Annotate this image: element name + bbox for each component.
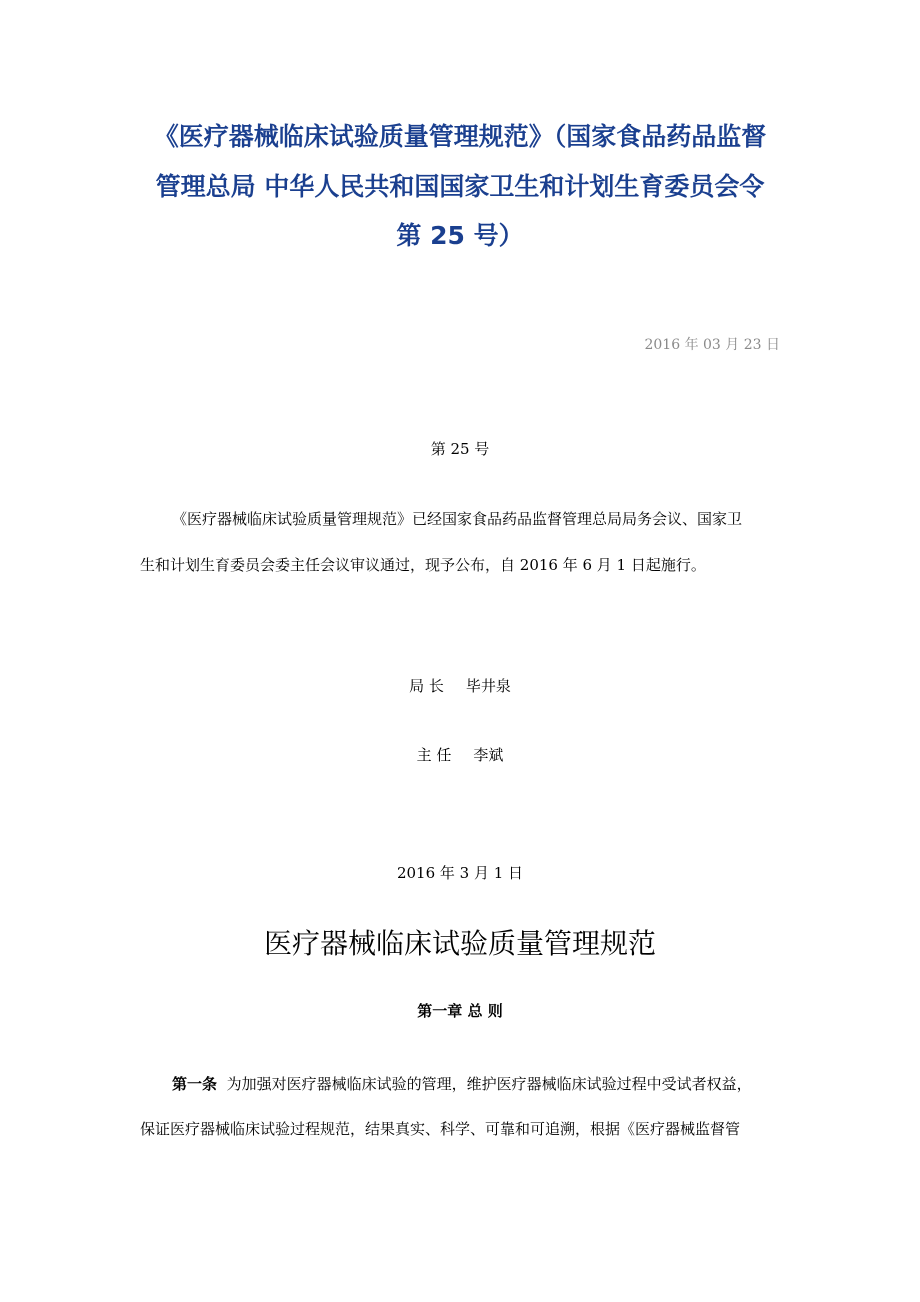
announcement-line-1: 《医疗器械临床试验质量管理规范》已经国家食品药品监督管理总局局务会议、国家卫 <box>172 510 743 528</box>
sign-date: 2016 年 3 月 1 日 <box>396 864 524 882</box>
article-label: 第一条 <box>172 1075 218 1093</box>
chapter-title: 第一章 总 则 <box>417 1002 503 1020</box>
article-1-line-1 <box>172 1073 752 1094</box>
article-1-line-2: 保证医疗器械临床试验过程规范，结果真实、科学、可靠和可追溯，根据《医疗器械监督管 <box>140 1120 741 1138</box>
signature-title: 主 任 <box>416 746 452 764</box>
article-text: 为加强对医疗器械临床试验的管理，维护医疗器械临床试验过程中受试者权益， <box>226 1075 752 1093</box>
announcement-line-2: 生和计划生育委员会委主任会议审议通过，现予公布，自 2016 年 6 月 1 日起施行。 <box>140 556 706 574</box>
order-number: 第 25 号 <box>430 440 490 458</box>
signature-name: 李斌 <box>473 746 504 764</box>
document-title-line-2: 管理总局 中华人民共和国国家卫生和计划生育委员会令 <box>155 172 765 201</box>
signature-chairman <box>0 744 920 765</box>
document-title-line-1: 《医疗器械临床试验质量管理规范》（国家食品药品监督 <box>153 122 767 151</box>
regulation-title: 医疗器械临床试验质量管理规范 <box>263 927 656 960</box>
signature-title: 局 长 <box>409 677 444 695</box>
signature-director <box>0 675 920 696</box>
publish-date: 2016 年 03 月 23 日 <box>644 337 780 353</box>
signature-name: 毕井泉 <box>465 677 511 695</box>
document-title-line-3: 第 25 号） <box>396 221 524 250</box>
